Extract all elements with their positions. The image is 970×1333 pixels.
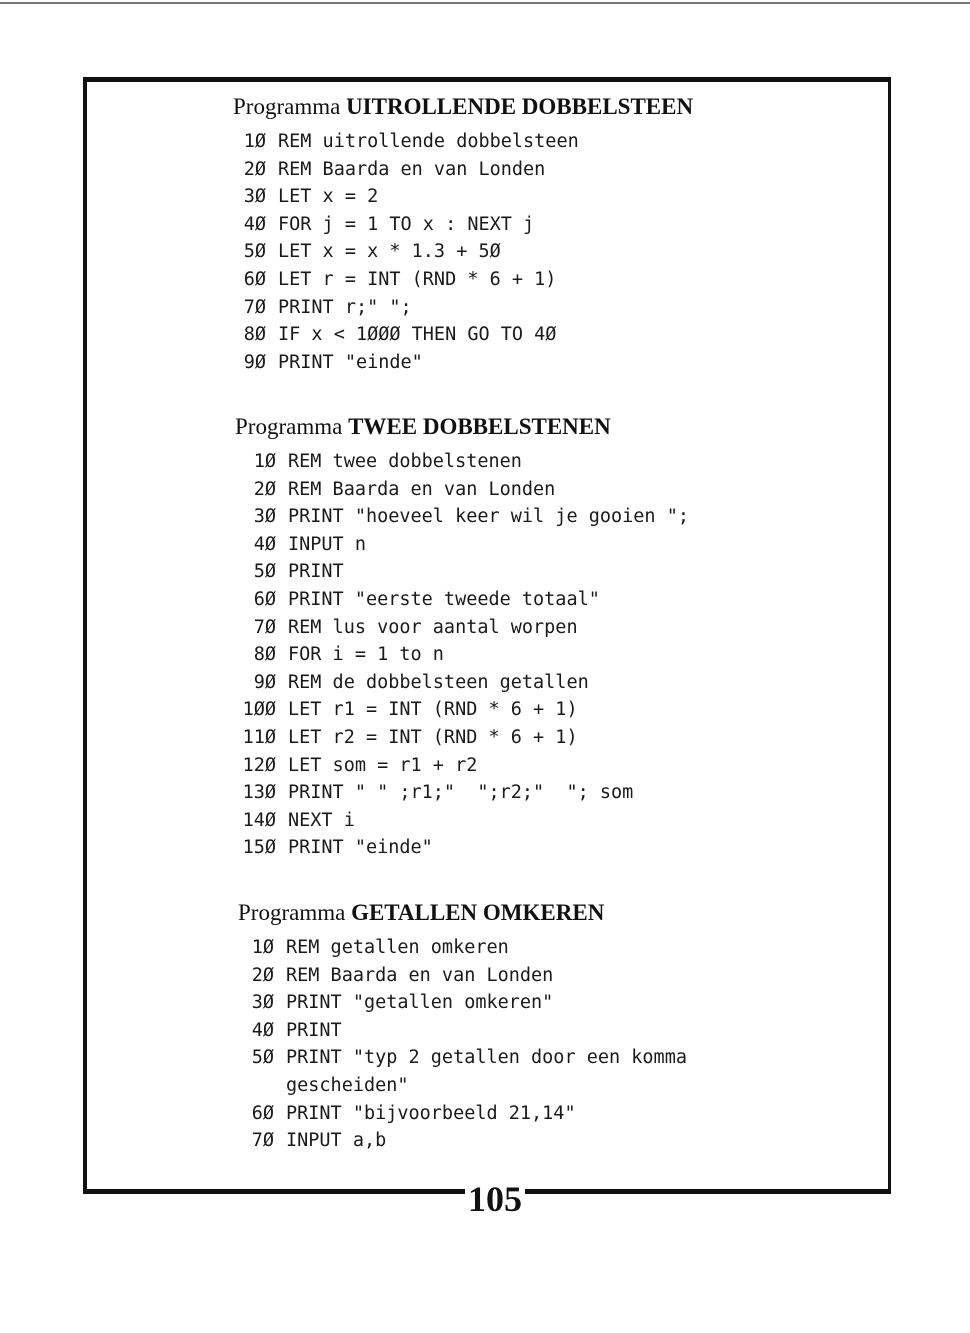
code-line: [235, 476, 689, 504]
section-prefix: Programma: [238, 900, 346, 925]
code-text: IF x < 1ØØØ THEN GO TO 4Ø: [278, 324, 557, 346]
section-title: [238, 898, 687, 928]
code-line: [235, 724, 689, 752]
code-text: PRINT "einde": [288, 837, 433, 859]
section-prefix: Programma: [235, 414, 343, 439]
top-rule: [0, 2, 970, 4]
section-title: [235, 412, 689, 442]
code-line: [238, 1017, 687, 1045]
code-text: INPUT n: [288, 533, 366, 555]
code-line: [235, 531, 689, 559]
code-text: PRINT "hoeveel keer wil je gooien ";: [288, 506, 689, 528]
program-section: [238, 898, 687, 1155]
line-number: 5Ø: [243, 241, 266, 263]
code-text: PRINT " " ;r1;" ";r2;" "; som: [288, 782, 634, 804]
code-listing: [238, 934, 687, 1155]
line-number: 6Ø: [253, 588, 276, 610]
code-text: PRINT: [288, 561, 344, 583]
section-name: UITROLLENDE DOBBELSTEEN: [346, 94, 694, 119]
code-text: PRINT: [286, 1019, 342, 1041]
line-number: 8Ø: [243, 324, 266, 346]
code-text: INPUT a,b: [286, 1130, 387, 1152]
code-line: [238, 989, 687, 1017]
code-text: PRINT "einde": [278, 351, 423, 373]
line-number: 4Ø: [253, 533, 276, 555]
line-number: 11Ø: [242, 726, 276, 748]
code-text: REM twee dobbelstenen: [288, 451, 522, 472]
code-text: gescheiden": [286, 1074, 409, 1096]
line-number: 6Ø: [243, 268, 266, 290]
code-text: REM de dobbelsteen getallen: [288, 671, 589, 693]
code-line: [238, 1127, 687, 1155]
line-number: 1Ø: [251, 937, 274, 958]
code-line: [238, 1044, 687, 1072]
code-text: PRINT "eerste tweede totaal": [288, 588, 600, 610]
code-text: PRINT "getallen omkeren": [286, 992, 554, 1014]
code-line: [233, 156, 693, 184]
program-section: [233, 92, 693, 376]
code-text: REM Baarda en van Londen: [278, 158, 546, 180]
code-text: LET x = 2: [278, 186, 379, 208]
code-text: PRINT "bijvoorbeeld 21,14": [286, 1102, 576, 1124]
line-number: 3Ø: [253, 506, 276, 528]
code-line: [238, 934, 687, 962]
code-line: [233, 294, 693, 322]
section-title: [233, 92, 693, 122]
code-text: REM uitrollende dobbelsteen: [278, 131, 579, 152]
code-text: NEXT i: [288, 809, 355, 831]
code-text: PRINT r;" ";: [278, 296, 412, 318]
code-line: [238, 1072, 687, 1100]
code-listing: [233, 128, 693, 376]
code-text: LET som = r1 + r2: [288, 754, 478, 776]
line-number: 5Ø: [253, 561, 276, 583]
code-listing: [235, 448, 689, 862]
line-number: 9Ø: [243, 351, 266, 373]
code-text: REM Baarda en van Londen: [286, 964, 554, 986]
section-name: TWEE DOBBELSTENEN: [348, 414, 611, 439]
line-number: 9Ø: [253, 671, 276, 693]
code-line: [235, 586, 689, 614]
code-text: PRINT "typ 2 getallen door een komma: [286, 1047, 687, 1069]
page-number: 105: [465, 1178, 525, 1220]
code-line: [235, 503, 689, 531]
code-text: FOR j = 1 TO x : NEXT j: [278, 213, 535, 235]
line-number: 7Ø: [251, 1130, 274, 1152]
code-text: LET r1 = INT (RND * 6 + 1): [288, 699, 578, 721]
line-number: 4Ø: [243, 213, 266, 235]
code-line: [235, 696, 689, 724]
code-line: [233, 266, 693, 294]
program-section: [235, 412, 689, 862]
code-line: [235, 669, 689, 697]
line-number: 7Ø: [243, 296, 266, 318]
line-number: 2Ø: [243, 158, 266, 180]
line-number: 8Ø: [253, 644, 276, 666]
code-line: [235, 448, 689, 476]
code-line: [238, 1100, 687, 1128]
code-line: [233, 238, 693, 266]
line-number: 1ØØ: [242, 699, 276, 721]
code-line: [233, 211, 693, 239]
line-number: 2Ø: [253, 478, 276, 500]
section-name: GETALLEN OMKEREN: [351, 900, 605, 925]
code-line: [235, 614, 689, 642]
line-number: 1Ø: [253, 451, 276, 472]
code-text: LET r2 = INT (RND * 6 + 1): [288, 726, 578, 748]
line-number: 1Ø: [243, 131, 266, 152]
line-number: 5Ø: [251, 1047, 274, 1069]
line-number: 3Ø: [251, 992, 274, 1014]
line-number: 14Ø: [242, 809, 276, 831]
line-number: 3Ø: [243, 186, 266, 208]
code-line: [235, 807, 689, 835]
code-text: REM getallen omkeren: [286, 937, 509, 958]
code-line: [235, 558, 689, 586]
code-line: [233, 183, 693, 211]
code-line: [235, 834, 689, 862]
line-number: 7Ø: [253, 616, 276, 638]
line-number: 2Ø: [251, 964, 274, 986]
code-text: FOR i = 1 to n: [288, 644, 444, 666]
line-number: 13Ø: [242, 782, 276, 804]
code-line: [235, 752, 689, 780]
line-number: 15Ø: [242, 837, 276, 859]
code-line: [235, 779, 689, 807]
code-line: [238, 962, 687, 990]
section-prefix: Programma: [233, 94, 341, 119]
code-line: [233, 321, 693, 349]
line-number: 6Ø: [251, 1102, 274, 1124]
code-text: REM lus voor aantal worpen: [288, 616, 578, 638]
code-line: [235, 641, 689, 669]
line-number: 4Ø: [251, 1019, 274, 1041]
code-text: LET x = x * 1.3 + 5Ø: [278, 241, 501, 263]
code-text: REM Baarda en van Londen: [288, 478, 556, 500]
line-number: 12Ø: [242, 754, 276, 776]
code-line: [233, 349, 693, 377]
code-line: [233, 128, 693, 156]
code-text: LET r = INT (RND * 6 + 1): [278, 268, 557, 290]
